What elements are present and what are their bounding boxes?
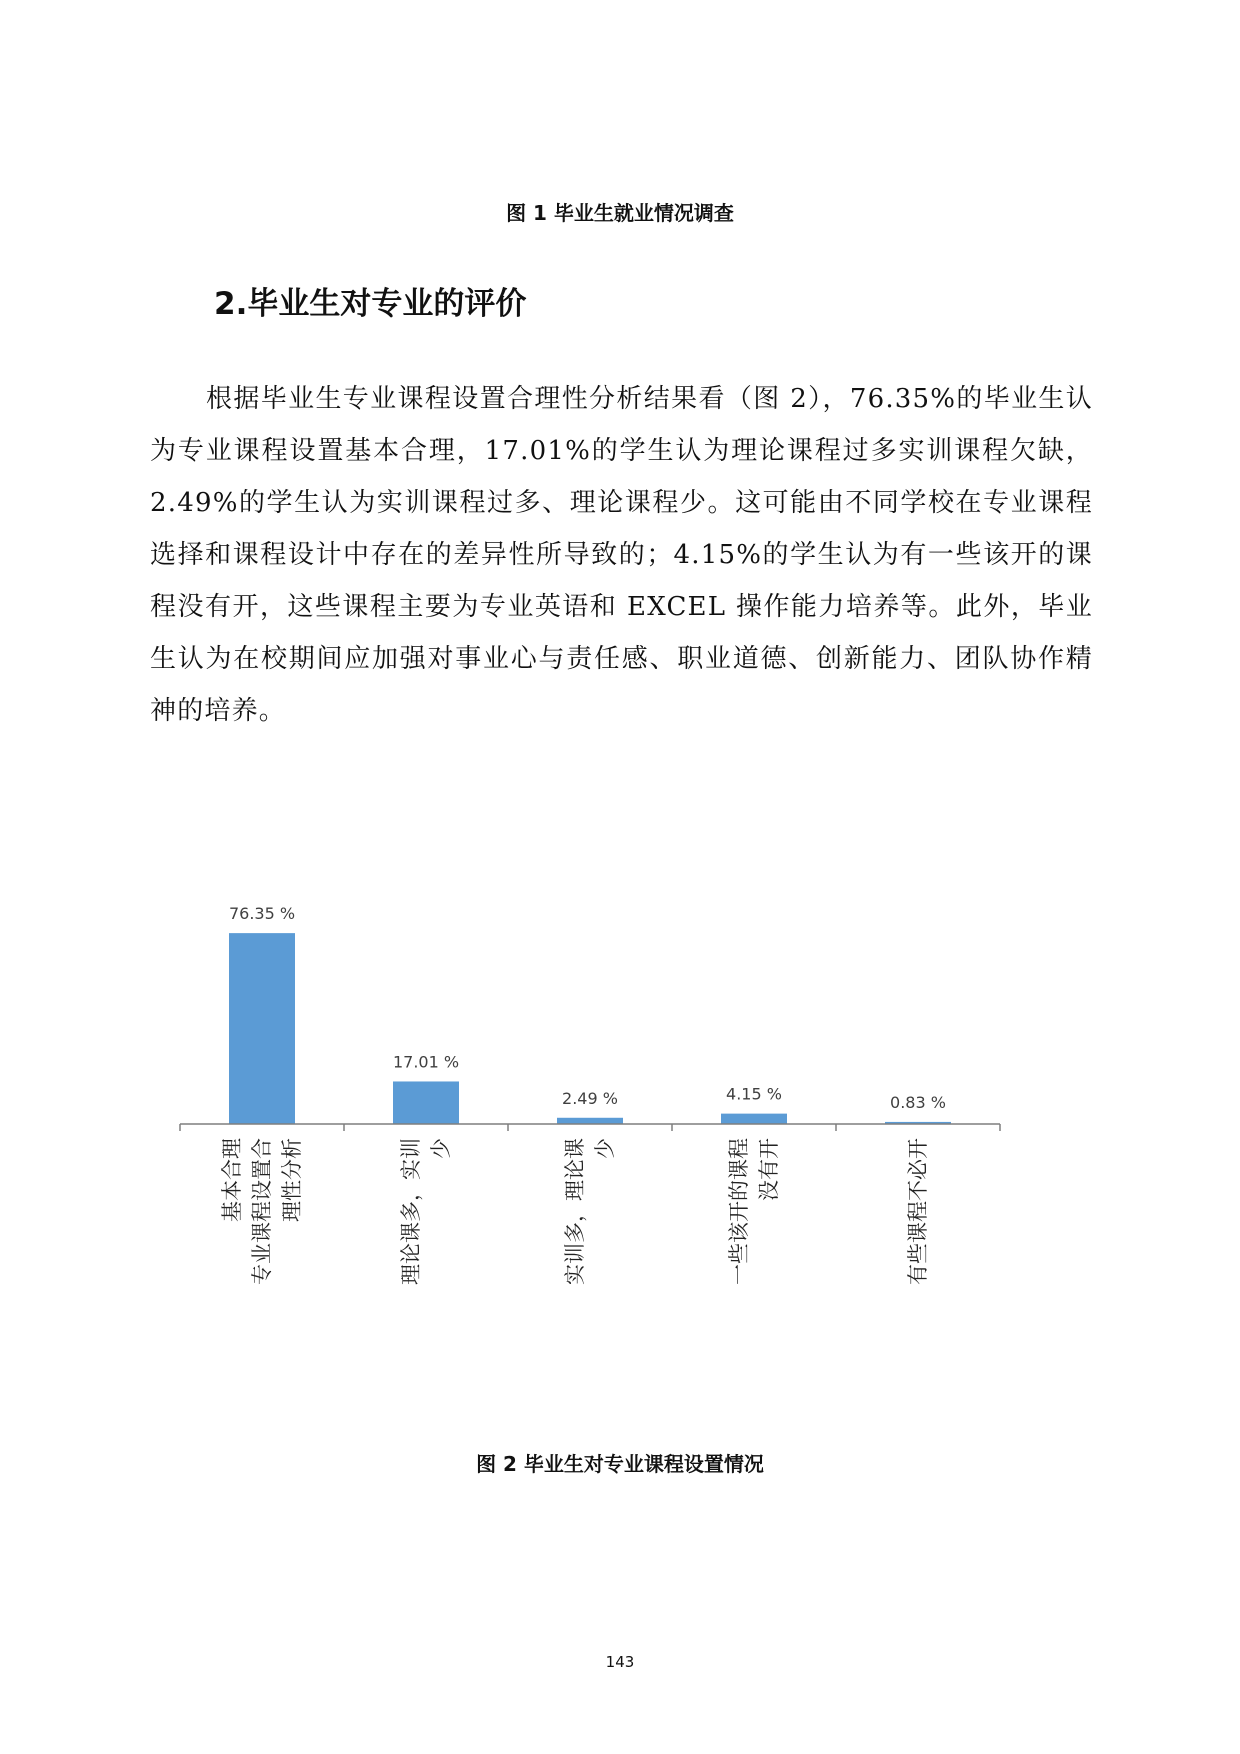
category-label-line: 一些该开的课程 — [727, 1138, 751, 1285]
category-label-line: 有些课程不必开 — [906, 1138, 930, 1285]
bar-2 — [393, 1081, 459, 1124]
category-label-line: 理论课多，实训 — [399, 1138, 423, 1285]
page-number: 143 — [605, 1653, 635, 1671]
category-label-line: 基本合理 — [220, 1138, 244, 1222]
data-label-2: 17.01 % — [392, 1052, 460, 1072]
category-label-line: 没有开 — [757, 1138, 781, 1201]
category-label-line: 理性分析 — [280, 1138, 304, 1222]
data-label-3: 2.49 % — [562, 1088, 618, 1108]
category-label-line: 少 — [593, 1138, 617, 1159]
data-label-4: 4.15 % — [726, 1084, 782, 1104]
body-paragraph: 根据毕业生专业课程设置合理性分析结果看（图 2），76.35%的毕业生认为专业课程设置基本合理，17.01%的学生认为理论课程过多实训课程欠缺，2.49%的学生认为实训课程过多、理论课程少。这可能由不同学校在专业课程选择和课程设计中存在的差异性所导致的；4.15%的学生认为有一些该开的课程没有开，这些课程主要为专业英语和 EXCEL 操作能力培养等。此外，毕业生认为在校期间应加强对事业心与责任感、职业道德、创新能力、团队协作精神的培养。 — [150, 384, 1093, 726]
chart-category-labels — [220, 1138, 930, 1285]
category-label-line: 实训多，理论课 — [563, 1138, 587, 1285]
chart-data-labels — [229, 904, 946, 1112]
bar-3 — [557, 1118, 623, 1124]
category-label-1 — [220, 1138, 304, 1285]
figure-1-caption: 图 1 毕业生就业情况调查 — [506, 201, 734, 225]
bar-4 — [721, 1114, 787, 1124]
figure-2-caption: 图 2 毕业生对专业课程设置情况 — [476, 1452, 764, 1476]
course-setting-bar-chart — [160, 890, 1020, 1350]
bar-1 — [229, 933, 295, 1124]
category-label-line: 少 — [429, 1138, 453, 1159]
category-label-5 — [906, 1138, 930, 1285]
chart-axis-ticks — [180, 1124, 1000, 1131]
data-label-5: 0.83 % — [890, 1092, 946, 1112]
section-heading: 2.毕业生对专业的评价 — [214, 286, 527, 322]
category-label-2 — [399, 1138, 453, 1285]
data-label-1: 76.35 % — [228, 904, 296, 924]
category-label-line: 专业课程设置合 — [250, 1138, 274, 1285]
category-label-4 — [727, 1138, 781, 1285]
category-label-3 — [563, 1138, 617, 1285]
